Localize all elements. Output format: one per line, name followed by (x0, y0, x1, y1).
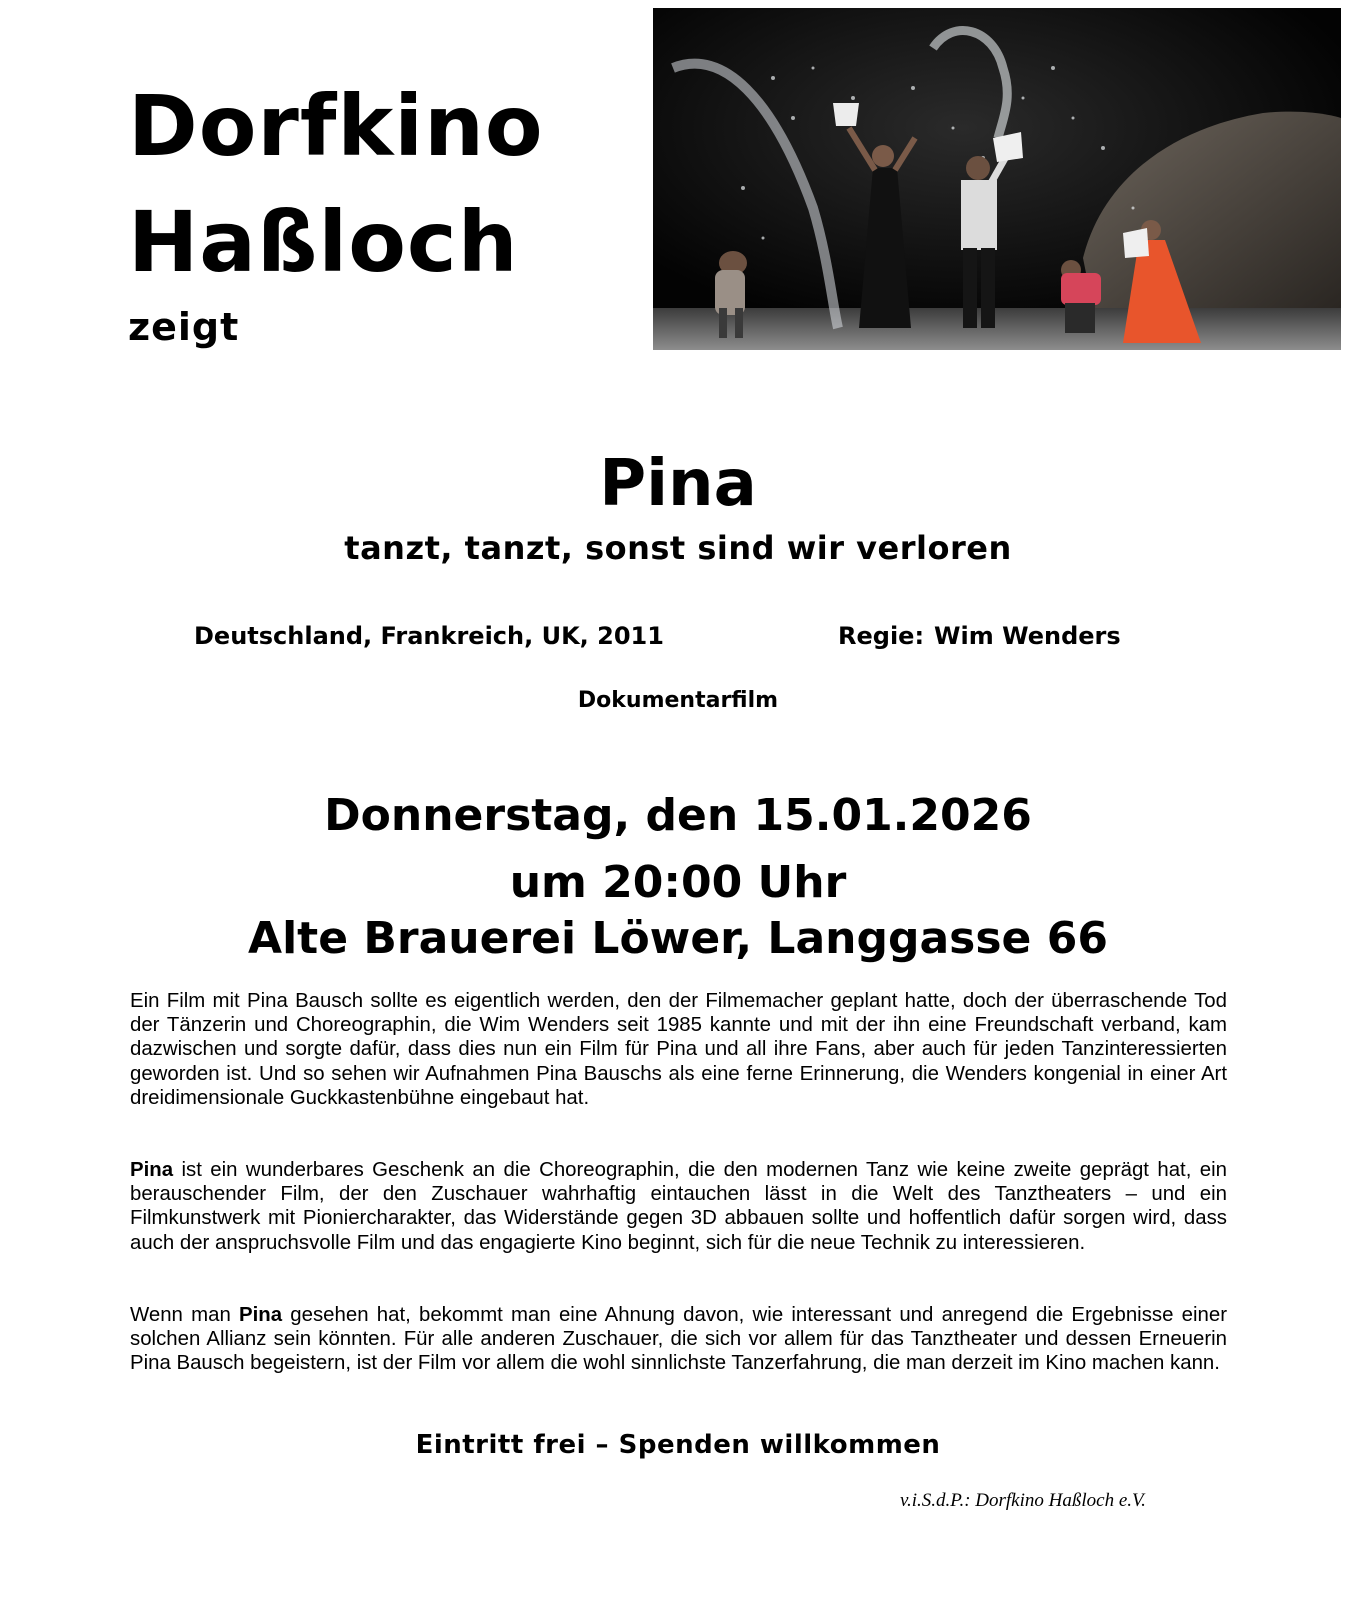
paragraph-3-text: gesehen hat, bekommt man eine Ahnung davon, wie interessant und anregend die Ergebnisse einer solchen Allianz sein könnten. Für alle anderen Zuschauer, die sich vor allem für das Tanztheater und dessen Erneuerin Pina Bausch begeistern, ist der Film vor allem die wohl sinnlichste Tanzerfahrung, die man derzeit im Kino machen kann. (130, 1304, 1227, 1375)
paragraph-2-film-name: Pina (130, 1159, 174, 1181)
brand-title-line1: Dorfkino (128, 77, 544, 175)
photo-floor (653, 308, 1341, 350)
paragraph-3-intro: Wenn man (130, 1304, 240, 1326)
director-label: Regie: (838, 622, 925, 650)
description-paragraph-1: Ein Film mit Pina Bausch sollte es eigentlich werden, den der Filmemacher geplant hatte, doch der überraschende Tod der Tänzerin und Choreographin, die Wim Wenders seit 1985 kannte und mit der ihn eine Freundschaft verband, kam dazwischen und sorgte dafür, dass dies nun ein Film für Pina und all ihre Fans, aber auch für jeden Tanzinteressierten geworden ist. Und so sehen wir Aufnahmen Pina Bauschs als eine ferne Erinnerung, die Wenders kongenial in einer Art dreidimensionale Guckkastenbühne eingebaut hat. (130, 990, 1227, 1109)
event-venue: Alte Brauerei Löwer, Langgasse 66 (248, 913, 1108, 964)
imprint: v.i.S.d.P.: Dorfkino Haßloch e.V. (900, 1490, 1146, 1511)
description-paragraph-2 (130, 1158, 1227, 1255)
film-genre: Dokumentarfilm (577, 688, 779, 713)
event-time: um 20:00 Uhr (509, 857, 847, 908)
film-title: Pina (599, 447, 757, 521)
film-director (838, 624, 1121, 648)
director-name: Wim Wenders (934, 622, 1121, 650)
film-still-image (653, 8, 1341, 350)
paragraph-3-film-name: Pina (239, 1304, 283, 1326)
brand-presents: zeigt (128, 305, 240, 349)
film-tagline: tanzt, tanzt, sonst sind wir verloren (344, 529, 1012, 567)
brand-title-line2: Haßloch (128, 193, 519, 291)
paragraph-2-text: ist ein wunderbares Geschenk an die Choreographin, die den modernen Tanz wie keine zweite geprägt hat, ein berauschender Film, der den Zuschauer wahrhaftig eintauchen lässt in die Welt des Tanztheaters – und ein Filmkunstwerk mit Pioniercharakter, das Widerstände gegen 3D abbauen sollte und hoffentlich dafür sorgen wird, dass auch der anspruchsvolle Film und das engagierte Kino beginnt, sich für die neue Technik zu interessieren. (130, 1159, 1227, 1254)
description-paragraph-3 (130, 1303, 1227, 1376)
admission-note: Eintritt frei – Spenden willkommen (415, 1430, 941, 1460)
event-date: Donnerstag, den 15.01.2026 (324, 790, 1032, 841)
film-production-info: Deutschland, Frankreich, UK, 2011 (194, 622, 664, 650)
